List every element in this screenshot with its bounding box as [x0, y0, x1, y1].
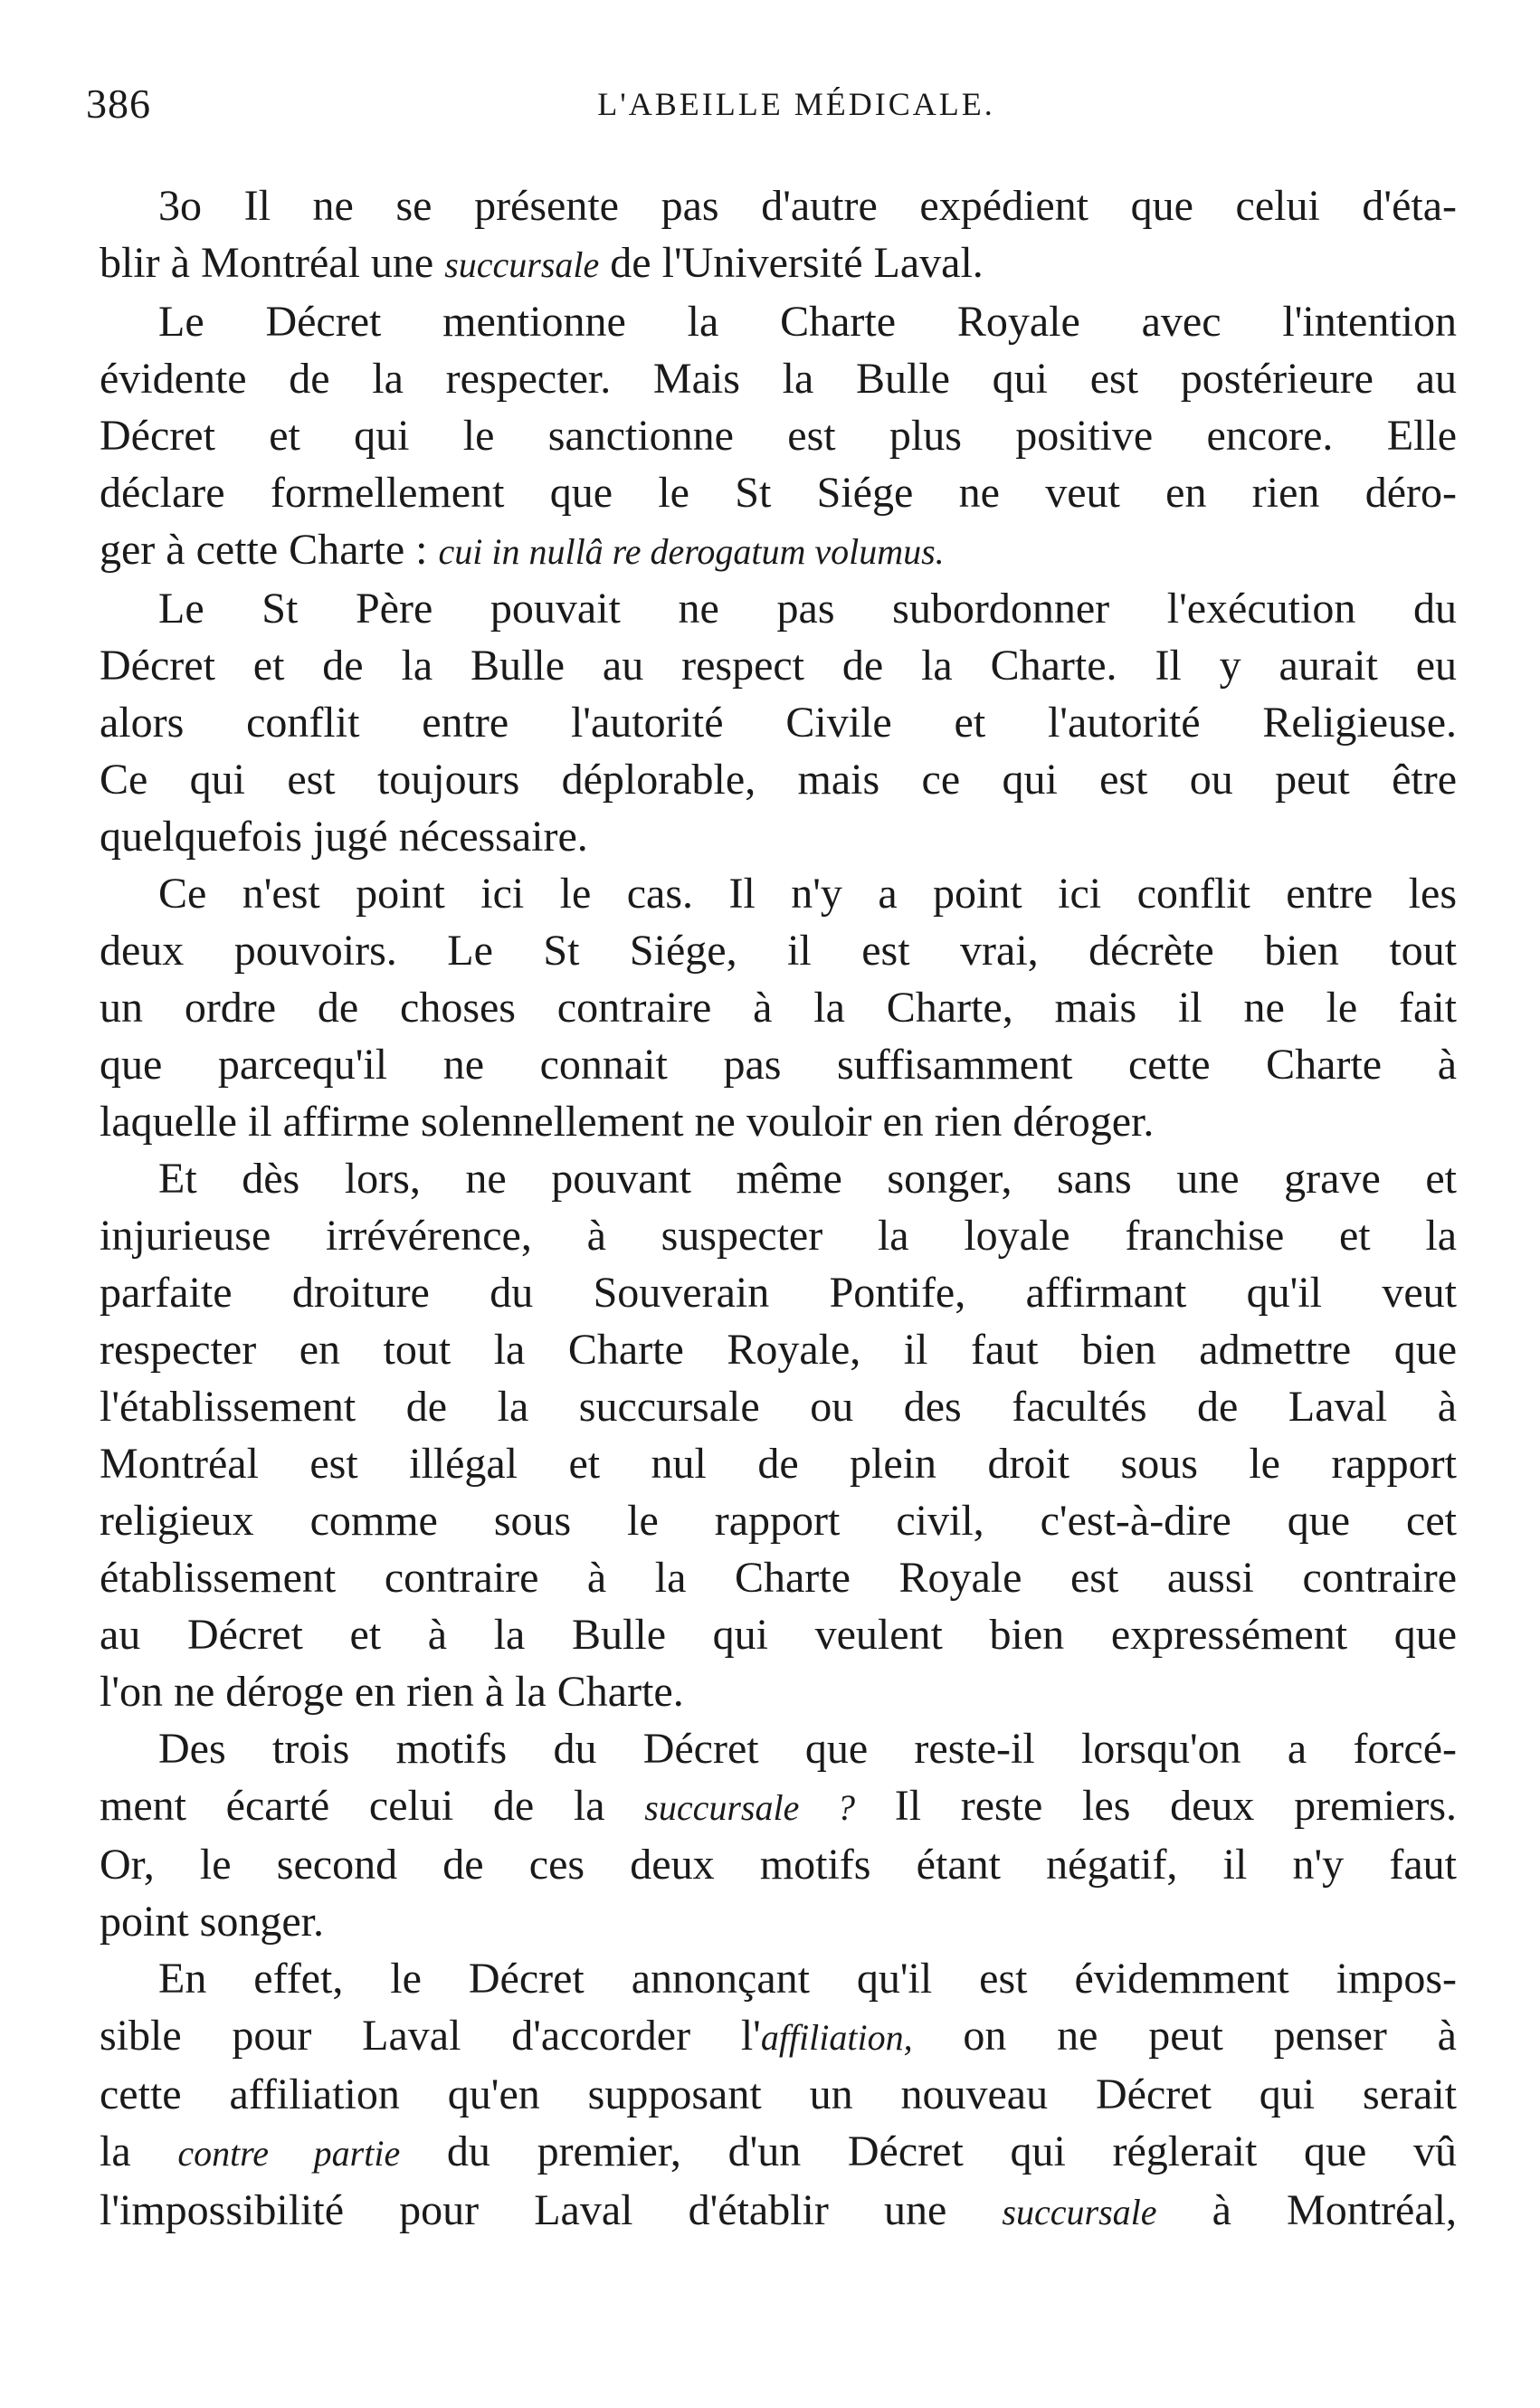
text-line: [100, 865, 1457, 922]
body-text: [100, 177, 1457, 2241]
text-line: [100, 1663, 1457, 1720]
text-run: Le Décret mentionne la Charte Royale avec l'intention: [158, 298, 1457, 346]
text-run: ment écarté celui de la: [100, 1782, 645, 1830]
text-run: du premier, d'un Décret qui réglerait que vû: [400, 2127, 1457, 2175]
text-line: [100, 464, 1457, 521]
italic-term: cui in nullâ re derogatum volumus.: [438, 531, 945, 572]
text-run: de l'Université Laval.: [599, 239, 984, 287]
text-run: Et dès lors, ne pouvant même songer, sans une grave et: [158, 1155, 1457, 1203]
text-line: [100, 580, 1457, 637]
text-run: évidente de la respecter. Mais la Bulle qui est postérieure au: [100, 355, 1457, 403]
text-run: au Décret et à la Bulle qui veulent bien expressément que: [100, 1611, 1457, 1659]
text-run: deux pouvoirs. Le St Siége, il est vrai, décrète bien tout: [100, 927, 1457, 975]
text-line: [100, 1093, 1457, 1150]
paragraph: [100, 1720, 1457, 1950]
text-run: un ordre de choses contraire à la Charte, mais il ne le fait: [100, 984, 1457, 1032]
text-line: [100, 1378, 1457, 1435]
text-line: [100, 1321, 1457, 1378]
text-line: [100, 1150, 1457, 1207]
text-run: religieux comme sous le rapport civil, c'est-à-dire que cet: [100, 1497, 1457, 1545]
text-run: respecter en tout la Charte Royale, il faut bien admettre que: [100, 1326, 1457, 1374]
text-run: point songer.: [100, 1898, 324, 1946]
text-run: Or, le second de ces deux motifs étant négatif, il n'y faut: [100, 1841, 1457, 1889]
text-run: blir à Montréal une: [100, 239, 445, 287]
text-run: cette affiliation qu'en supposant un nouveau Décret qui serait: [100, 2070, 1457, 2118]
paragraph: [100, 177, 1457, 293]
text-run: En effet, le Décret annonçant qu'il est évidemment impos-: [158, 1955, 1457, 2003]
text-line: [100, 1950, 1457, 2007]
text-line: [100, 1720, 1457, 1777]
italic-term: succursale ?: [644, 1787, 856, 1828]
italic-term: succursale: [1002, 2192, 1157, 2232]
text-line: [100, 1264, 1457, 1321]
text-line: [100, 694, 1457, 751]
text-line: [100, 1492, 1457, 1549]
text-line: [100, 2182, 1457, 2241]
text-run: Ce n'est point ici le cas. Il n'y a point ici conflit entre les: [158, 870, 1457, 918]
text-line: [100, 177, 1457, 234]
text-run: Des trois motifs du Décret que reste-il lorsqu'on a forcé-: [158, 1725, 1457, 1773]
text-run: ger à cette Charte :: [100, 526, 439, 574]
text-run: quelquefois jugé nécessaire.: [100, 813, 588, 861]
paragraph: [100, 580, 1457, 865]
text-run: on ne peut penser à: [912, 2012, 1457, 2060]
text-run: sible pour Laval d'accorder l': [100, 2012, 761, 2060]
italic-term: affiliation,: [760, 2017, 913, 2058]
text-run: la: [100, 2127, 178, 2175]
text-run: l'établissement de la succursale ou des facultés de Laval à: [100, 1383, 1457, 1431]
text-run: l'impossibilité pour Laval d'établir une: [100, 2186, 1003, 2234]
paragraph: [100, 1150, 1457, 1720]
text-line: [100, 1893, 1457, 1950]
text-run: Ce qui est toujours déplorable, mais ce qui est ou peut être: [100, 756, 1457, 804]
text-line: [100, 1036, 1457, 1093]
text-line: [100, 922, 1457, 979]
text-line: [100, 1606, 1457, 1663]
paragraph: [100, 1950, 1457, 2241]
text-run: à Montréal,: [1156, 2186, 1457, 2234]
italic-term: succursale: [444, 244, 600, 285]
page-header: [86, 72, 1452, 136]
text-line: [100, 637, 1457, 694]
text-run: Le St Père pouvait ne pas subordonner l'exécution du: [158, 585, 1457, 633]
text-run: que parcequ'il ne connait pas suffisamment cette Charte à: [100, 1041, 1457, 1089]
text-line: [100, 234, 1457, 293]
text-run: Décret et de la Bulle au respect de la Charte. Il y aurait eu: [100, 642, 1457, 690]
text-run: laquelle il affirme solennellement ne vouloir en rien déroger.: [100, 1098, 1155, 1146]
text-line: [100, 751, 1457, 808]
text-line: [100, 407, 1457, 464]
text-run: établissement contraire à la Charte Royale est aussi contraire: [100, 1554, 1457, 1602]
text-line: [100, 2007, 1457, 2066]
text-run: injurieuse irrévérence, à suspecter la loyale franchise et la: [100, 1212, 1457, 1260]
running-title: L'ABEILLE MÉDICALE.: [597, 86, 995, 122]
text-line: [100, 808, 1457, 865]
text-run: Décret et qui le sanctionne est plus positive encore. Elle: [100, 412, 1457, 460]
text-run: l'on ne déroge en rien à la Charte.: [100, 1668, 684, 1716]
text-run: alors conflit entre l'autorité Civile et l'autorité Religieuse.: [100, 699, 1457, 747]
text-line: [100, 1207, 1457, 1264]
text-line: [100, 2066, 1457, 2123]
text-run: parfaite droiture du Souverain Pontife, affirmant qu'il veut: [100, 1269, 1457, 1317]
text-line: [100, 293, 1457, 350]
text-line: [100, 1549, 1457, 1606]
text-line: [100, 979, 1457, 1036]
text-line: [100, 350, 1457, 407]
text-run: déclare formellement que le St Siége ne veut en rien déro-: [100, 469, 1457, 517]
italic-term: contre partie: [177, 2133, 401, 2174]
paragraph: [100, 865, 1457, 1150]
text-run: 3o Il ne se présente pas d'autre expédient que celui d'éta-: [158, 182, 1457, 230]
text-run: Il reste les deux premiers.: [855, 1782, 1457, 1830]
text-line: [100, 521, 1457, 580]
paragraph: [100, 293, 1457, 580]
text-line: [100, 1435, 1457, 1492]
text-line: [100, 2123, 1457, 2182]
page-number: 386: [86, 81, 151, 127]
text-line: [100, 1777, 1457, 1836]
text-run: Montréal est illégal et nul de plein droit sous le rapport: [100, 1440, 1457, 1488]
text-line: [100, 1836, 1457, 1893]
